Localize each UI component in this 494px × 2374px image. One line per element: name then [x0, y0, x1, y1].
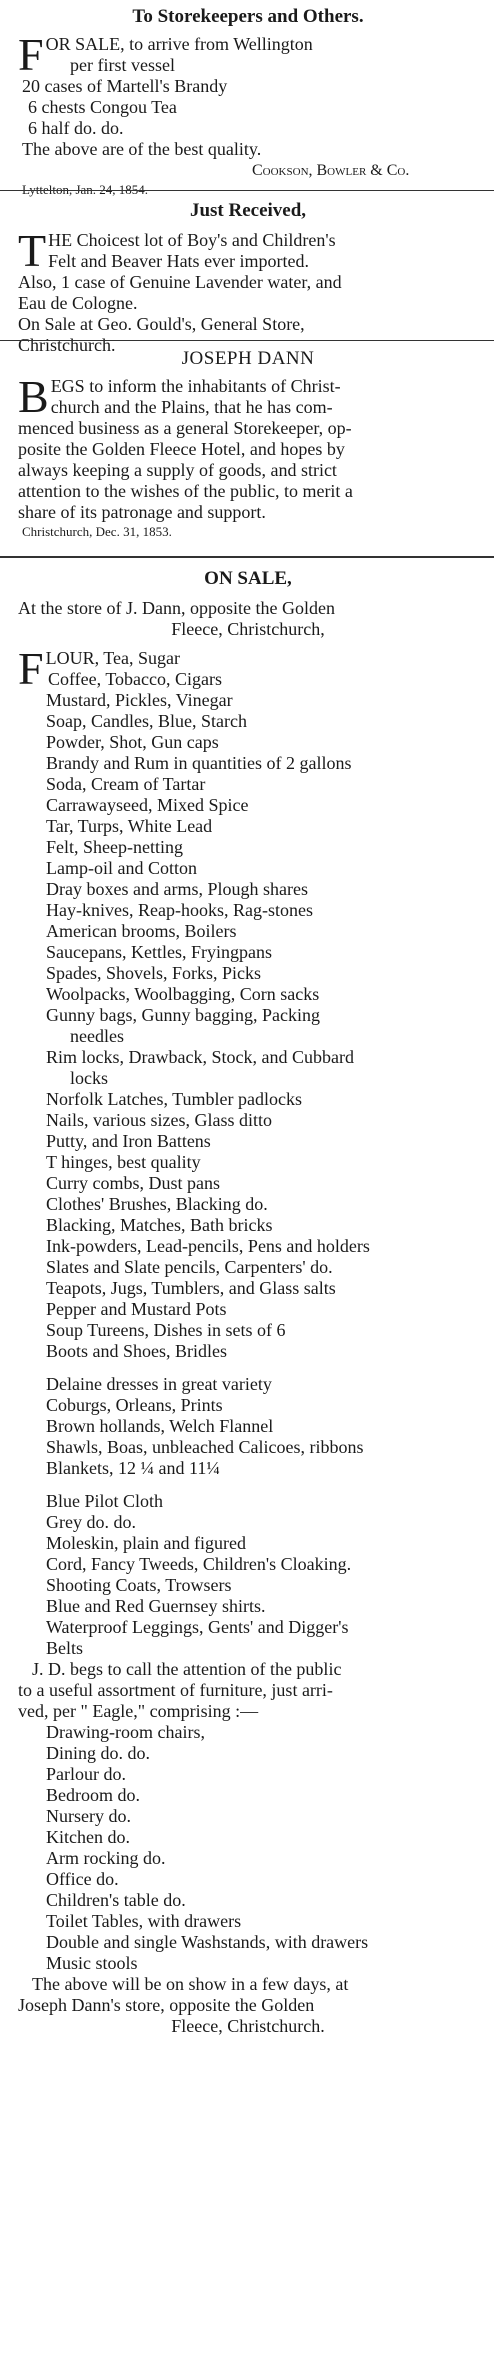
clothing-list: [18, 1491, 478, 1659]
list-item: Toilet Tables, with drawers: [46, 1911, 242, 1931]
list-item: Soup Tureens, Dishes in sets of 6: [46, 1320, 286, 1340]
list-item: Woolpacks, Woolbagging, Corn sacks: [46, 984, 320, 1004]
list-item: Slates and Slate pencils, Carpenters' do.: [46, 1257, 333, 1277]
list-item: Grey do. do.: [46, 1512, 136, 1532]
list-item: Blacking, Matches, Bath bricks: [46, 1215, 273, 1235]
ad-first-line: LOUR, Tea, Sugar: [45, 648, 180, 668]
ad-second-line: Felt and Beaver Hats ever imported.: [48, 251, 310, 271]
ad-line: menced business as a general Storekeeper, op-: [18, 418, 352, 438]
list-item: Waterproof Leggings, Gents' and Digger's: [46, 1617, 349, 1637]
drop-cap: F: [18, 643, 44, 694]
ad-intro-line: Fleece, Christchurch,: [171, 619, 325, 639]
ad-intro-line: At the store of J. Dann, opposite the Golden: [18, 598, 335, 618]
ad-line: Eau de Cologne.: [18, 293, 138, 313]
ad-first-line: EGS to inform the inhabitants of Christ-: [50, 376, 341, 396]
ad-line: attention to the wishes of the public, to merit a: [18, 481, 353, 501]
ad-line: On Sale at Geo. Gould's, General Store,: [18, 314, 305, 334]
list-item: Arm rocking do.: [46, 1848, 166, 1868]
ad-paragraph-line: ved, per " Eagle," comprising :—: [18, 1701, 259, 1721]
list-item: Blankets, 12 ¼ and 11¼: [46, 1458, 220, 1478]
list-item: Cord, Fancy Tweeds, Children's Cloaking.: [46, 1554, 352, 1574]
list-item: Double and single Washstands, with drawers: [46, 1932, 369, 1952]
list-item: Drawing-room chairs,: [46, 1722, 205, 1742]
list-item: Brandy and Rum in quantities of 2 gallons: [46, 753, 352, 773]
ad-heading: To Storekeepers and Others.: [132, 6, 364, 27]
ad-dateline: Christchurch, Dec. 31, 1853.: [22, 524, 172, 539]
ad-line: posite the Golden Fleece Hotel, and hopes by: [18, 439, 345, 459]
list-item: Pepper and Mustard Pots: [46, 1299, 227, 1319]
list-item: Shooting Coats, Trowsers: [46, 1575, 232, 1595]
ad-closing-line: Joseph Dann's store, opposite the Golden: [18, 1995, 315, 2015]
list-item: Soap, Candles, Blue, Starch: [46, 711, 247, 731]
list-item: Delaine dresses in great variety: [46, 1374, 272, 1394]
ad-joseph-dann: [18, 348, 478, 541]
list-item: locks: [70, 1068, 108, 1088]
list-item: Tar, Turps, White Lead: [46, 816, 213, 836]
column-rule: [0, 556, 494, 558]
list-item: needles: [70, 1026, 124, 1046]
list-item: Gunny bags, Gunny bagging, Packing: [46, 1005, 320, 1025]
list-item: Shawls, Boas, unbleached Calicoes, ribbons: [46, 1437, 364, 1457]
list-item: Curry combs, Dust pans: [46, 1173, 220, 1193]
drapery-list: [18, 1374, 478, 1479]
list-item: Spades, Shovels, Forks, Picks: [46, 963, 262, 983]
ad-second-line: Coffee, Tobacco, Cigars: [48, 669, 223, 689]
ad-line: Christchurch.: [18, 335, 116, 355]
list-item: Office do.: [46, 1869, 119, 1889]
ad-closing-line: The above will be on show in a few days, at: [32, 1974, 349, 1994]
list-item: Teapots, Jugs, Tumblers, and Glass salts: [46, 1278, 336, 1298]
list-item: Felt, Sheep-netting: [46, 837, 183, 857]
list-item: Putty, and Iron Battens: [46, 1131, 211, 1151]
list-item: Clothes' Brushes, Blacking do.: [46, 1194, 268, 1214]
list-item: Dining do. do.: [46, 1743, 151, 1763]
list-item: Soda, Cream of Tartar: [46, 774, 206, 794]
ad-line: The above are of the best quality.: [22, 139, 262, 159]
list-item: Boots and Shoes, Bridles: [46, 1341, 228, 1361]
list-item: Moleskin, plain and figured: [46, 1533, 246, 1553]
list-item: Hay-knives, Reap-hooks, Rag-stones: [46, 900, 313, 920]
list-item: Mustard, Pickles, Vinegar: [46, 690, 233, 710]
list-item: Norfolk Latches, Tumbler padlocks: [46, 1089, 302, 1109]
list-item: T hinges, best quality: [46, 1152, 201, 1172]
ad-line: share of its patronage and support.: [18, 502, 266, 522]
drop-cap: B: [18, 371, 49, 422]
drop-cap: F: [18, 29, 44, 80]
ad-closing-line: Fleece, Christchurch.: [171, 2016, 325, 2036]
ad-line: 6 half do. do.: [28, 118, 124, 138]
list-item: Parlour do.: [46, 1764, 126, 1784]
ad-heading: Just Received,: [189, 200, 307, 221]
list-item: Rim locks, Drawback, Stock, and Cubbard: [46, 1047, 354, 1067]
list-item: Children's table do.: [46, 1890, 186, 1910]
list-item: Lamp-oil and Cotton: [46, 858, 197, 878]
ad-line: 20 cases of Martell's Brandy: [22, 76, 228, 96]
ad-just-received: [18, 200, 478, 356]
list-item: Blue and Red Guernsey shirts.: [46, 1596, 266, 1616]
ad-heading: JOSEPH DANN: [181, 348, 315, 369]
ad-storekeepers: [18, 6, 478, 199]
list-item: Belts: [46, 1638, 84, 1658]
list-item: Ink-powders, Lead-pencils, Pens and holders: [46, 1236, 370, 1256]
list-item: Kitchen do.: [46, 1827, 130, 1847]
list-item: Carrawayseed, Mixed Spice: [46, 795, 249, 815]
ad-first-line: OR SALE, to arrive from Wellington: [45, 34, 313, 54]
column-rule: [0, 190, 494, 191]
ad-on-sale: [18, 568, 478, 2037]
list-item: Nails, various sizes, Glass ditto: [46, 1110, 272, 1130]
list-item: Brown hollands, Welch Flannel: [46, 1416, 274, 1436]
ad-paragraph-line: to a useful assortment of furniture, just arri-: [18, 1680, 333, 1700]
list-item: Bedroom do.: [46, 1785, 140, 1805]
ad-line: 6 chests Congou Tea: [28, 97, 177, 117]
column-rule: [0, 340, 494, 341]
ad-paragraph-line: J. D. begs to call the attention of the public: [32, 1659, 342, 1679]
list-item: Coburgs, Orleans, Prints: [46, 1395, 223, 1415]
drop-cap: T: [18, 225, 47, 276]
ad-second-line: church and the Plains, that he has com-: [50, 397, 333, 417]
ad-line: Also, 1 case of Genuine Lavender water, and: [18, 272, 342, 292]
list-item: Music stools: [46, 1953, 138, 1973]
ad-line: always keeping a supply of goods, and strict: [18, 460, 337, 480]
ad-dateline: Lyttelton, Jan. 24, 1854.: [22, 182, 149, 197]
ad-first-line: HE Choicest lot of Boy's and Children's: [48, 230, 336, 250]
list-item: Blue Pilot Cloth: [46, 1491, 164, 1511]
ad-signature: Cookson, Bowler & Co.: [252, 162, 410, 179]
ad-line: per first vessel: [70, 55, 175, 75]
list-item: Nursery do.: [46, 1806, 131, 1826]
list-item: Powder, Shot, Gun caps: [46, 732, 219, 752]
ad-heading: ON SALE,: [204, 568, 292, 589]
goods-list: [18, 690, 478, 1362]
list-item: Saucepans, Kettles, Fryingpans: [46, 942, 272, 962]
furniture-list: [18, 1722, 478, 1974]
list-item: American brooms, Boilers: [46, 921, 237, 941]
list-item: Dray boxes and arms, Plough shares: [46, 879, 308, 899]
